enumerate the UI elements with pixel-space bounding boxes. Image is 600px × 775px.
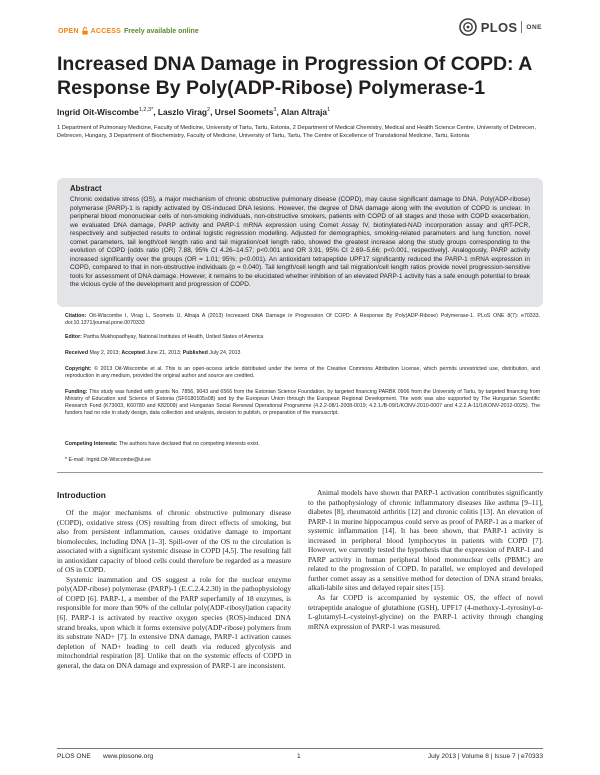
abstract-heading: Abstract: [70, 184, 102, 193]
email-line: * E-mail: Ingrid.Oit-Wiscombe@ut.ee: [65, 457, 151, 463]
funding-line: [65, 389, 540, 417]
intro-paragraph: As far COPD is accompanied by systemic OS, the effect of novel tetrapeptide analogue of glutathione (GSH), UPF17 (4-methoxy-L-tyrosinyl-α-L-glutamyl-L-cysteinyl-glycine) on the PARP-1 activity through changing mRNA expression of PARP-1 was measured.: [308, 593, 543, 631]
editor-line: [65, 334, 540, 341]
footer-rule: [57, 748, 543, 749]
received-date: May 2, 2013;: [89, 350, 120, 356]
intro-paragraph: Systemic inammation and OS suggest a role for the nuclear enzyme poly(ADP-ribose) polymerase (PARP)-1 (E.C.2.4.2.30) in the pathophysiology of COPD [6]. PARP-1, a member of the PARP superfamily of 18 enzymes, is responsible for more than 90% of the cellular poly(ADP-ribosyl)ation capacity [6]. PARP-1 is activated by reactive oxygen species (ROS)-induced DNA strand breaks, upon which it forms extensive poly(ADP-ribose) polymers from its substrate NAD+ [7]. In extensive DNA damage, PARP-1 activation causes depletion of NAD+ leading to cell death via reduced glycolysis and mitochondrial respiration [8]. Unlike that on the systemic effects of COPD in general, the data on DNA damage and expression of PARP-1 are inconsistent.: [57, 574, 291, 670]
access-label: ACCESS: [90, 27, 122, 35]
intro-right-column: [308, 488, 543, 631]
plos-one-logo: [459, 18, 542, 36]
author-affiliation-sup: 1: [327, 107, 331, 114]
freely-available-label: Freely available online: [124, 27, 199, 35]
author-list: [57, 107, 547, 117]
funding-label: Funding:: [65, 389, 88, 395]
author-name: Ursel Soomets: [214, 107, 274, 117]
copyright-text: © 2013 Oit-Wiscombe et al. This is an open-access article distributed under the terms of the Creative Commons Attribution License, which permits unrestricted use, distribution, and reproduction in any medium, provided the original author and source are credited.: [65, 366, 540, 380]
dates-line: [65, 350, 540, 357]
introduction-heading: Introduction: [57, 490, 106, 500]
author-separator: ,: [153, 107, 158, 117]
accepted-label: Accepted: [121, 350, 145, 356]
logo-divider: [521, 21, 522, 33]
citation-line: [65, 313, 540, 327]
journal-plos-text: PLOS: [480, 19, 518, 35]
published-label: Published: [182, 350, 208, 356]
footer-page-number: 1: [297, 753, 301, 760]
accepted-date: June 21, 2013;: [146, 350, 182, 356]
corresponding-mark: *: [151, 107, 154, 114]
citation-text: Oit-Wiscombe I, Virag L, Soomets U, Altraja A (2013) Increased DNA Damage in Progression Of COPD: A Response By Poly(ADP-Ribose) Polymerase-1. PLoS ONE 8(7): e70333. doi:10.1371/journal.pone.0070333: [65, 313, 540, 327]
copyright-label: Copyright:: [65, 366, 92, 372]
footer-site: www.plosone.org: [103, 753, 154, 760]
citation-label: Citation:: [65, 313, 87, 319]
footer-issue: July 2013 | Volume 8 | Issue 7 | e70333: [427, 753, 543, 760]
author-name: Alan Altraja: [280, 107, 328, 117]
abstract-box: [57, 178, 543, 307]
author-affiliation-sup: 1,2,3: [138, 107, 152, 114]
section-divider: [57, 472, 543, 473]
author-name: Laszlo Virag: [157, 107, 208, 117]
intro-paragraph: Of the major mechanisms of chronic obstructive pulmonary disease (COPD), oxidative stress (OS) resulting from direct effects of smoking, but also from persistent inflammation, causes oxidative damage to important biomolecules, including DNA [1–3]. Spill-over of the OS to the circulation is associated with a significant systemic disease in COPD [4,5]. The resulting fall in antioxidant capacity of blood cells could therefore be regarded as a measure of OS in COPD.: [57, 508, 291, 575]
intro-left-column: [57, 508, 291, 670]
editor-text: Partha Mukhopadhyay, National Institutes of Health, United States of America: [83, 334, 264, 340]
affiliations: 1 Department of Pulmonary Medicine, Faculty of Medicine, University of Tartu, Tartu, Estonia, 2 Department of Medical Chemistry, Medical and Health Science Centre, University of Debrecen, Debrecen, Hungary, 3 Department of Biochemistry, Faculty of Medicine, University of Tartu, Tartu, The Centre of Excellence of Translational Medicine, Tartu, Estonia: [57, 125, 536, 140]
copyright-line: [65, 366, 540, 380]
journal-one-text: ONE: [526, 23, 542, 31]
author-affiliation-sup: 3: [273, 107, 277, 114]
author-affiliation-sup: 2: [207, 107, 211, 114]
published-date: July 24, 2013: [209, 350, 241, 356]
open-lock-icon: [82, 27, 88, 35]
open-access-banner: [58, 27, 199, 35]
author-separator: ,: [210, 107, 215, 117]
open-access-label: OPEN: [58, 27, 79, 35]
plos-logo-icon: [459, 18, 477, 36]
received-label: Received: [65, 350, 89, 356]
competing-interests-line: [65, 441, 540, 448]
author-name: Ingrid Oit-Wiscombe: [57, 107, 139, 117]
abstract-text: Chronic oxidative stress (OS), a major mechanism of chronic obstructive pulmonary disease (COPD), may cause significant damage to DNA. Poly(ADP-ribose) polymerase (PARP)-1 is rapidly activated by OS-induced DNA lesions. However, the degree of DNA damage along with the evolution of COPD is unclear. In peripheral blood mononuclear cells of non-smoking individuals, non-obstructive smokers, patients with COPD of all stages and those with COPD exacerbation, we evaluated DNA damage, PARP activity and PARP-1 mRNA expression using Comet Assay IV, biotinylated-NAD incorporation assay and qRT-PCR, respectively and subjected results to ordinal logistic regression modelling. Adjusted for demographics, smoking-related parameters and lung function, novel comet parameters, tail length/cell length ratio and tail migration/cell length ratio, showed the greatest increase along the study groups corresponding to the evolution of COPD [odds ratio (OR) 7.88, 95% CI 4.26–14.57; p<0.001 and OR 3.91, 95% CI 2.69–5.66; p<0.001, respectively]. Analogously, PARP activity increased significantly over the groups (OR = 1.01; 95%; p<0.001). An antioxidant tetrapeptide UPF17 significantly reduced the PARP-1 mRNA expression in COPD, compared to that in non-obstructive individuals (p = 0.040). Tail length/cell length and tail migration/cell length ratios provide novel progression-sensitive tools for assessment of DNA damage. However, it remains to be elucidated whether inhibition of an elevated PARP-1 activity has a safe enough potential to break the vicious cycle of the development and progression of COPD.: [70, 196, 530, 289]
competing-label: Competing Interests:: [65, 441, 118, 447]
funding-text: This study was funded with grants No. 7856, 9043 and 6566 from the Estonian Science Foundation, by targeted financing PARBK 0906 from the University of Tartu, by targeted financing from Ministry of Education and Science of Estonia (SF0180105s08) and by the European Union through the European Regional Development. The work was also supported by The Hungarian Scientific Research Fund (K73003, K60780 and K82009) and Hungarian Social Renewal Operational Programme (4.2.2-08/1-2008-0019; 4.2.1./B-09/1/KONV-2010-0007 and 4.2.2.A-11/1/KONV-2012-0025). The funders had no role in study design, data collection and analysis, decision to publish, or preparation of the manuscript.: [65, 389, 540, 417]
editor-label: Editor:: [65, 334, 82, 340]
author-separator: ,: [276, 107, 281, 117]
intro-paragraph: Animal models have shown that PARP-1 activation contributes significantly to the pathophysiology of chronic inflammatory diseases like asthma [9–11], diabetes [8], rheumatoid arthritis [12] and chronic colitis [13]. An elevation of PARP-1 in murine hippocampus could serve as proof of PARP-1 as a marker of systemic inflammation [14]. It has been shown, that PARP-1 activity is increased in peripheral blood lymphocytes in patients with COPD [7]. However, we currently tested the hypothesis that the expression of PARP-1 and PARP activity in human peripheral blood mononuclear cells (PBMC) are related to the progression of COPD. In parallel, we employed and developed further comet assay as a sensitive method for detection of DNA strand breaks, alkali-labile sites and delayed repair sites [15].: [308, 488, 543, 593]
competing-text: The authors have declared that no competing interests exist.: [118, 441, 260, 447]
article-title: Increased DNA Damage in Progression Of COPD: A Response By Poly(ADP-Ribose) Polymerase-1: [57, 53, 532, 99]
footer-journal: PLOS ONE: [57, 753, 91, 760]
